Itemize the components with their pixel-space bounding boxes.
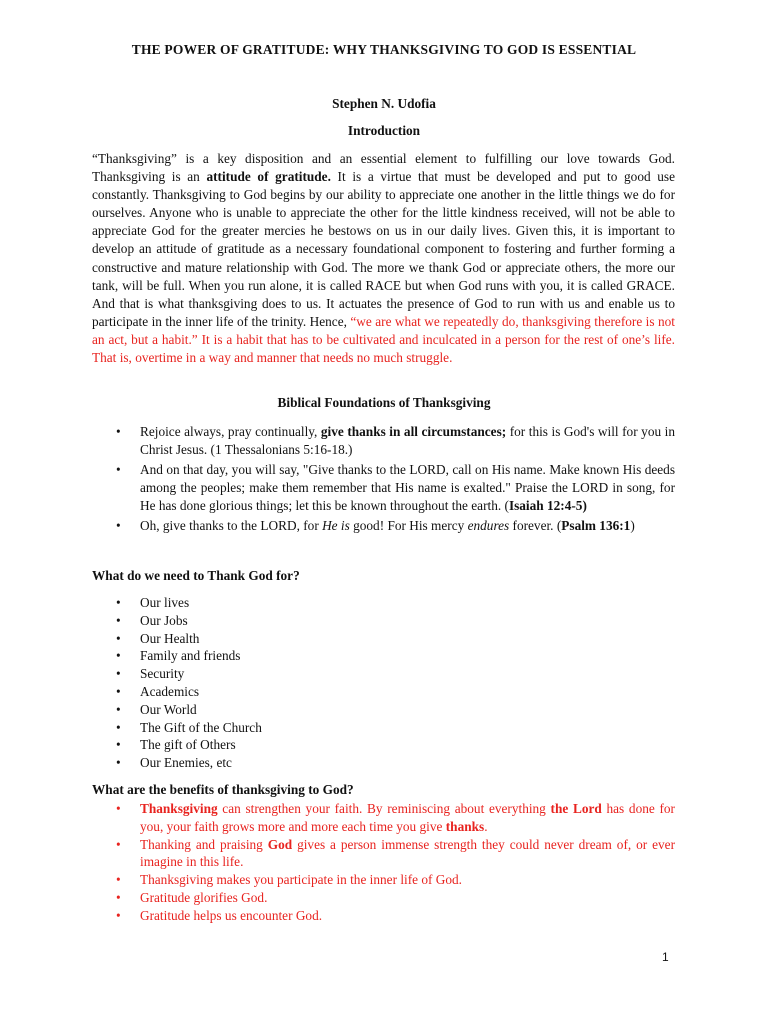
list-item <box>92 423 675 459</box>
intro-quote-red: “we are what we repeatedly do, thanksgiving therefore is not an act, but a habit.” It is a habit that has to be cultivated and inculcated in a person for the rest of one’s life. That is, overtime in a way and manner that needs no much struggle. <box>92 313 675 366</box>
biblical-foundations-list <box>92 423 675 537</box>
benefit-1-bold-3: thanks <box>445 818 485 834</box>
benefit-2-text-b: gives a person immense strength they could never dream of, or ever imagine in this life. <box>140 836 675 870</box>
bib-2-text: And on that day, you will say, "Give thanks to the LORD, call on His name. Make known His deeds among the peoples; make them remember that His name is exalted." Praise the LORD in song, for He has done glorious things; let this be known throughout the earth. ( <box>140 462 675 513</box>
list-item: • Our World <box>92 701 675 719</box>
page-number: 1 <box>662 950 669 964</box>
benefits-list <box>92 800 675 925</box>
list-item: • Gratitude glorifies God. <box>92 889 675 907</box>
bib-3-italic-1: He is <box>322 518 350 533</box>
bib-1-text: Rejoice always, pray continually, <box>140 424 321 439</box>
thanks-list <box>92 594 675 772</box>
benefit-1-text-a: can strengthen your faith. By reminiscing about everything <box>217 801 551 816</box>
intro-text-2: It is a virtue that must be developed and put to good use constantly. Thanksgiving to God begins by our ability to appreciate one another in the little things we do for ourselves. Anyone who is unable to appreciate the other for the little kindness received, will not be able to appreciate God for the greater mercies he bestows on us in our daily lives. Given this, it is important to develop an attitude of gratitude as a necessary foundational component to fostering and further forming a constructive and mature relationship with God. The more we thank God or appreciate others, the more our tank, will be full. When you run alone, it is called RACE but when God runs with you, it is called GRACE. And that is what thanksgiving does to us. It actuates the presence of God to run with us and enable us to participate in the inner life of the trinity. Hence, <box>92 169 675 329</box>
benefit-1-text-c: . <box>484 818 488 834</box>
author-name: Stephen N. Udofia <box>332 96 436 111</box>
list-item: • Our Health <box>92 630 675 648</box>
introduction-paragraph <box>92 150 675 367</box>
list-item <box>92 836 675 872</box>
benefit-1-text-b: has done for you, your faith grows more and more each time you give <box>140 801 675 834</box>
benefit-2-bold: God <box>267 836 293 852</box>
list-item: • The gift of Others <box>92 736 675 754</box>
bib-3-d: ) <box>630 518 635 533</box>
benefit-2-text-a: Thanking and praising <box>140 836 268 852</box>
benefit-1-bold-1: Thanksgiving <box>140 801 218 816</box>
list-item: • Thanksgiving makes you participate in the inner life of God. <box>92 871 675 889</box>
thank-god-for-heading: What do we need to Thank God for? <box>92 568 300 583</box>
list-item: • Our lives <box>92 594 675 612</box>
introduction-heading: Introduction <box>347 123 421 138</box>
bib-3-text: Oh, give thanks to the LORD, for <box>140 518 323 533</box>
list-item: • Family and friends <box>92 647 675 665</box>
intro-bold-text: attitude of gratitude. <box>206 169 331 185</box>
bib-1-bold: give thanks in all circumstances; <box>320 424 507 439</box>
list-item <box>92 517 675 535</box>
bib-3-c: forever. ( <box>509 518 562 533</box>
list-item: • The Gift of the Church <box>92 719 675 737</box>
list-item: • Our Jobs <box>92 612 675 630</box>
biblical-foundations-heading: Biblical Foundations of Thanksgiving <box>277 395 491 410</box>
intro-text-1: “Thanksgiving” is a key disposition and an essential element to fulfilling our love towards God. Thanksgiving is an <box>92 151 675 185</box>
bib-3-bold: Psalm 136:1 <box>561 518 631 533</box>
document-title: THE POWER OF GRATITUDE: WHY THANKSGIVING TO GOD IS ESSENTIAL <box>131 42 637 57</box>
benefits-heading: What are the benefits of thanksgiving to God? <box>92 782 354 797</box>
bib-2-bold: Isaiah 12:4-5) <box>508 498 587 513</box>
bib-1-ref: for this is God's will for you in Christ Jesus. (1 Thessalonians 5:16-18.) <box>140 424 675 457</box>
list-item: • Gratitude helps us encounter God. <box>92 907 675 925</box>
list-item: • Our Enemies, etc <box>92 754 675 772</box>
bib-3-mid: good! For His mercy <box>349 518 468 533</box>
list-item: • Academics <box>92 683 675 701</box>
benefit-1-bold-2: the Lord <box>550 801 602 816</box>
list-item <box>92 800 675 836</box>
list-item <box>92 461 675 515</box>
bib-3-italic-2: endures <box>467 518 510 533</box>
list-item: • Security <box>92 665 675 683</box>
